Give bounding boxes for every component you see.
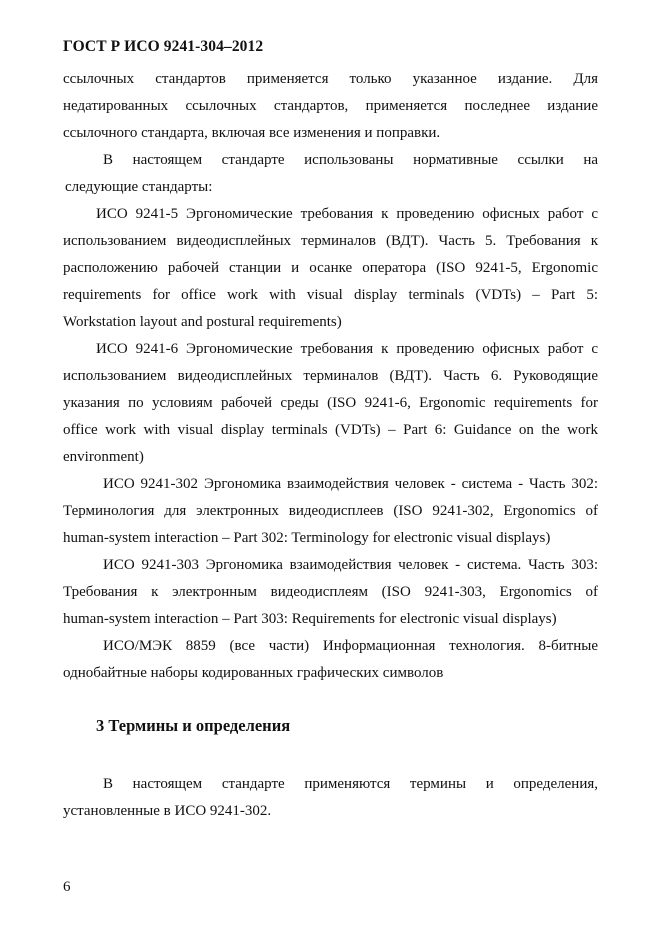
reference-line: Требования к электронным видеодисплеям (ISO 9241-303, Ergonomics of <box>63 584 598 600</box>
reference-line: использованием видеодисплейных терминалов (ВДТ). Часть 6. Руководящие <box>63 368 598 384</box>
reference-line: указания по условиям рабочей среды (ISO 9241-6, Ergonomic requirements for <box>63 395 598 411</box>
reference-line: ИСО/МЭК 8859 (все части) Информационная технология. 8-битные <box>103 638 598 654</box>
reference-line: ИСО 9241-5 Эргономические требования к проведению офисных работ с <box>96 206 598 222</box>
reference-line: environment) <box>63 449 144 465</box>
text-line: установленные в ИСО 9241-302. <box>63 803 272 819</box>
section-heading: 3 Термины и определения <box>96 716 291 735</box>
reference-line: human-system interaction – Part 303: Requirements for electronic visual displays) <box>63 611 557 627</box>
document-header-title: ГОСТ Р ИСО 9241-304–2012 <box>63 38 264 55</box>
reference-line: Workstation layout and postural requirements) <box>63 314 342 330</box>
reference-line: requirements for office work with visual display terminals (VDTs) – Part 5: <box>63 287 598 303</box>
reference-line: office work with visual display terminals (VDTs) – Part 6: Guidance on the work <box>63 422 598 438</box>
text-line: недатированных ссылочных стандартов, применяется последнее издание <box>63 98 598 114</box>
reference-line: Терминология для электронных видеодисплеев (ISO 9241-302, Ergonomics of <box>63 503 598 519</box>
reference-line: ИСО 9241-302 Эргономика взаимодействия человек - система - Часть 302: <box>103 476 598 492</box>
text-line: ссылочных стандартов применяется только указанное издание. Для <box>63 71 598 87</box>
text-line: следующие стандарты: <box>65 179 213 195</box>
text-line: В настоящем стандарте применяются термины и определения, <box>103 776 598 792</box>
reference-line: human-system interaction – Part 302: Terminology for electronic visual displays) <box>63 530 551 546</box>
reference-line: ИСО 9241-6 Эргономические требования к проведению офисных работ с <box>96 341 598 357</box>
reference-line: использованием видеодисплейных терминалов (ВДТ). Часть 5. Требования к <box>63 233 598 249</box>
text-line: ссылочного стандарта, включая все изменения и поправки. <box>63 125 441 141</box>
text-line: В настоящем стандарте использованы нормативные ссылки на <box>103 152 598 168</box>
page-number: 6 <box>63 879 71 895</box>
reference-line: однобайтные наборы кодированных графических символов <box>63 665 444 681</box>
reference-line: расположению рабочей станции и осанке оператора (ISO 9241-5, Ergonomic <box>63 260 598 276</box>
reference-line: ИСО 9241-303 Эргономика взаимодействия человек - система. Часть 303: <box>103 557 598 573</box>
